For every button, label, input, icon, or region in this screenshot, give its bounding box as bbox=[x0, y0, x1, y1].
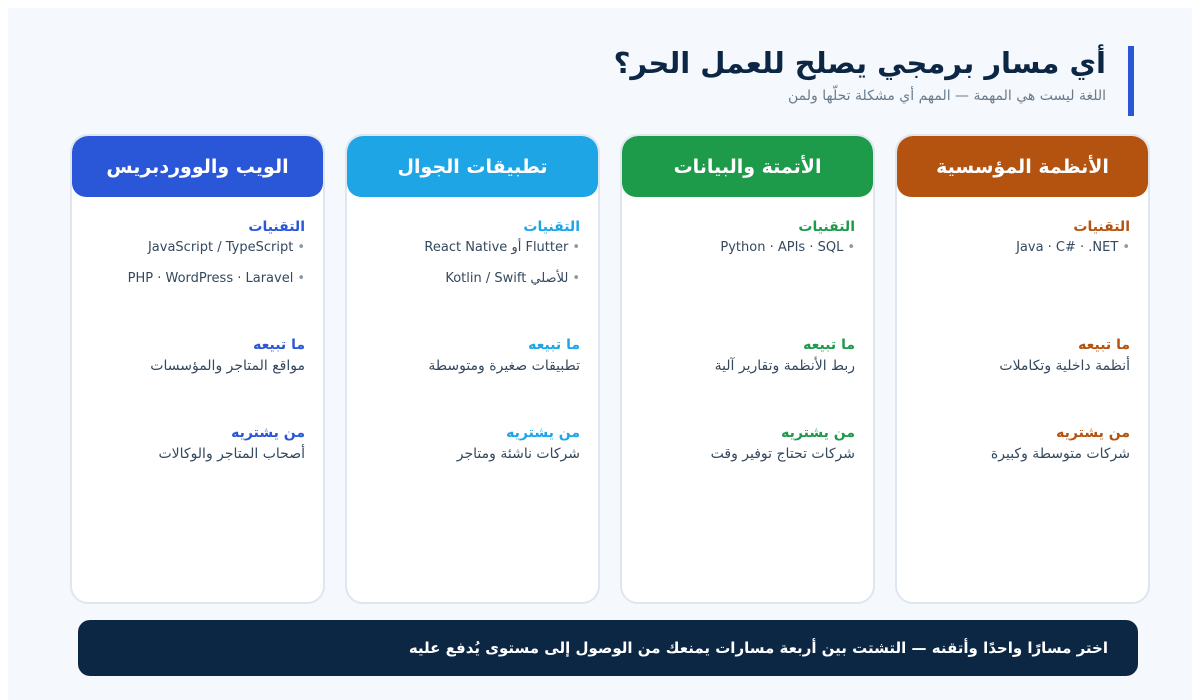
path-card bbox=[345, 134, 600, 604]
sells-label: ما تبيعه bbox=[803, 337, 855, 353]
sells-section bbox=[640, 337, 855, 425]
title-block bbox=[614, 46, 1134, 116]
tech-list bbox=[915, 240, 1130, 257]
tech-section bbox=[90, 219, 305, 337]
tech-item-text: JavaScript / TypeScript bbox=[147, 240, 294, 255]
footer-banner bbox=[78, 620, 1138, 676]
buyer-section bbox=[365, 425, 580, 462]
buyer-section bbox=[640, 425, 855, 462]
tech-item-text: PHP · WordPress · Laravel bbox=[127, 270, 294, 286]
path-card bbox=[620, 134, 875, 604]
sells-section bbox=[365, 337, 580, 425]
footer-text: اختر مسارًا واحدًا وأتقنه — التشتت بين أربعة مسارات يمنعك من الوصول إلى مستوى يُدفع عليه bbox=[408, 639, 1108, 657]
path-card bbox=[895, 134, 1150, 604]
tech-list bbox=[365, 240, 580, 288]
card-title: الأتمتة والبيانات bbox=[622, 136, 873, 197]
sells-text: أنظمة داخلية وتكاملات bbox=[999, 358, 1130, 374]
tech-section bbox=[365, 219, 580, 337]
bullet-dot-icon: • bbox=[297, 270, 305, 286]
buyer-text: شركات ناشئة ومتاجر bbox=[456, 446, 580, 462]
card-body bbox=[897, 197, 1148, 462]
card-body bbox=[347, 197, 598, 462]
sells-text: مواقع المتاجر والمؤسسات bbox=[150, 358, 305, 374]
card-title: تطبيقات الجوال bbox=[347, 136, 598, 197]
bullet-dot-icon: • bbox=[572, 240, 580, 255]
card-title: الأنظمة المؤسسية bbox=[897, 136, 1148, 197]
buyer-label: من يشتريه bbox=[1056, 425, 1130, 441]
tech-item bbox=[640, 240, 855, 257]
tech-label: التقنيات bbox=[248, 219, 305, 235]
buyer-text: أصحاب المتاجر والوكالات bbox=[158, 446, 305, 462]
bullet-dot-icon: • bbox=[572, 270, 580, 286]
tech-item-text: Python · APIs · SQL bbox=[720, 240, 844, 255]
bullet-dot-icon: • bbox=[1122, 240, 1130, 255]
tech-label: التقنيات bbox=[1073, 219, 1130, 235]
tech-item-text: Java · C# · .NET bbox=[1016, 240, 1119, 255]
buyer-section bbox=[90, 425, 305, 462]
card-body bbox=[72, 197, 323, 462]
tech-item bbox=[365, 271, 580, 288]
tech-item-text: Kotlin / Swift للأصلي bbox=[445, 270, 569, 286]
page-title: أي مسار برمجي يصلح للعمل الحر؟ bbox=[613, 46, 1106, 80]
tech-section bbox=[915, 219, 1130, 337]
tech-list bbox=[90, 240, 305, 288]
buyer-text: شركات تحتاج توفير وقت bbox=[710, 446, 855, 462]
tech-item bbox=[90, 271, 305, 288]
slide bbox=[8, 8, 1192, 700]
sells-section bbox=[90, 337, 305, 425]
bullet-dot-icon: • bbox=[297, 240, 305, 255]
page-subtitle: اللغة ليست هي المهمة — المهم أي مشكلة تحلّها ولمن bbox=[788, 87, 1106, 104]
path-card bbox=[70, 134, 325, 604]
sells-text: تطبيقات صغيرة ومتوسطة bbox=[428, 358, 580, 374]
tech-item bbox=[915, 240, 1130, 257]
tech-list bbox=[640, 240, 855, 257]
sells-text: ربط الأنظمة وتقارير آلية bbox=[714, 358, 855, 374]
tech-label: التقنيات bbox=[798, 219, 855, 235]
tech-section bbox=[640, 219, 855, 337]
card-title: الويب والووردبريس bbox=[72, 136, 323, 197]
sells-label: ما تبيعه bbox=[253, 337, 305, 353]
path-cards bbox=[70, 134, 1150, 604]
bullet-dot-icon: • bbox=[847, 240, 855, 255]
buyer-label: من يشتريه bbox=[781, 425, 855, 441]
sells-label: ما تبيعه bbox=[528, 337, 580, 353]
sells-section bbox=[915, 337, 1130, 425]
tech-item-text: React Native أو Flutter bbox=[424, 240, 569, 255]
buyer-section bbox=[915, 425, 1130, 462]
tech-item bbox=[365, 240, 580, 257]
card-body bbox=[622, 197, 873, 462]
sells-label: ما تبيعه bbox=[1078, 337, 1130, 353]
tech-label: التقنيات bbox=[523, 219, 580, 235]
buyer-label: من يشتريه bbox=[506, 425, 580, 441]
buyer-label: من يشتريه bbox=[231, 425, 305, 441]
tech-item bbox=[90, 240, 305, 257]
buyer-text: شركات متوسطة وكبيرة bbox=[990, 446, 1130, 462]
